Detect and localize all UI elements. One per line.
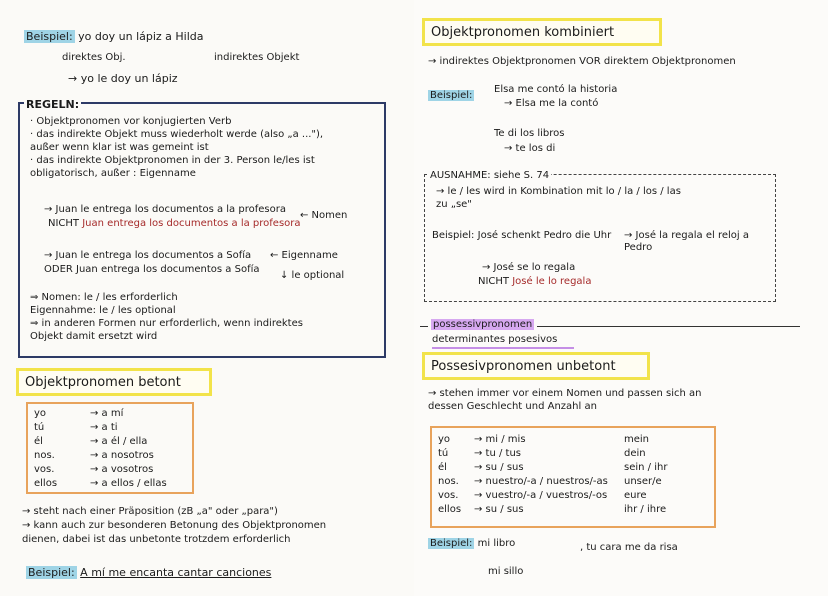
meaning-cell: dein [624,448,646,459]
example-sentence: yo doy un lápiz a Hilda [78,30,204,43]
possessive-title-box [422,352,650,380]
subtitle-underline [432,347,574,349]
possessive-example-3: mi sillo [488,566,524,577]
table-row [438,503,667,517]
combined-title: Objektpronomen kombiniert [431,25,615,40]
possessive-title-text: possessivpronomen [433,319,533,330]
pronoun-cell: vos. [438,490,459,501]
pronoun-cell: tú [34,422,45,433]
section-title-box [16,368,212,396]
note-line: → kann auch zur besonderen Betonung des Objektpronomen [22,520,327,531]
summary-line: ⇒ in anderen Formen nur erforderlich, wenn indirektes [30,318,303,329]
rule-line: außer wenn klar ist was gemeint ist [30,142,209,153]
meaning-cell: eure [624,490,647,501]
example-label: Beispiel: [26,30,73,43]
right-notebook-page [414,0,828,596]
possessive-table [438,433,667,517]
section-title: Objektpronomen betont [25,375,181,390]
nicht-label: NICHT [48,218,80,229]
table-row [34,477,167,491]
meaning-cell: mein [624,434,650,445]
exception-example [432,230,611,242]
exception-line: zu „se" [436,199,472,210]
rule-line: obligatorisch, außer : Eigenname [30,168,196,179]
form-cell: → vuestro/-a / vuestros/-os [474,490,608,501]
pronoun-cell: él [34,436,43,447]
note-line: → steht nach einer Präposition (zB „a" oder „para") [22,506,278,517]
rule-line: · das indirekte Objektpronomen in der 3. Person le/les ist [30,155,315,166]
exception-line: → le / les wird in Kombination mit lo / la / los / las [436,186,681,197]
example-text: mi libro [477,538,516,549]
pronoun-cell: ellos [438,504,462,515]
form-cell: → su / sus [474,462,524,473]
form-cell: → su / sus [474,504,524,515]
table-row [34,421,167,435]
pronoun-cell: yo [34,408,47,419]
wrong-sentence: José le lo regala [512,276,592,287]
possessive-rule-line: dessen Geschlecht und Anzahl an [428,401,597,412]
exception-result: → José se lo regala [482,262,576,273]
rule-line: · Objektpronomen vor konjugierten Verb [30,116,232,127]
example-label: Beispiel: [28,566,75,579]
combined-example-line: Te di los libros [494,128,565,139]
example-result: → yo le doy un lápiz [68,72,178,85]
table-row [34,449,167,463]
wrong-sentence: Juan entrega los documentos a la profesora [82,218,301,229]
example-sentence: José schenkt Pedro die Uhr [477,230,612,241]
possessive-section-title [428,319,537,331]
form-cell: → a él / ella [90,436,148,447]
rule-example-2: → Juan le entrega los documentos a Sofía [44,250,252,261]
example-sentence: A mí me encanta cantar canciones [80,566,272,579]
possessive-example [428,538,515,550]
rule-line: · das indirekte Objekt muss wiederholt werde (also „a ..."), [30,129,324,140]
possessive-unstressed-title: Possesivpronomen unbetont [431,359,616,374]
form-cell: → nuestro/-a / nuestros/-as [474,476,608,487]
summary-line: Eigennahme: le / les optional [30,305,176,316]
rule-example-1: → Juan le entrega los documentos a la profesora [44,204,286,215]
example-label: Beispiel: [430,90,473,101]
pronoun-cell: tú [438,448,449,459]
table-row [34,463,167,477]
pronoun-cell: vos. [34,464,55,475]
summary-line: Objekt damit ersetzt wird [30,331,158,342]
possessive-table-box [430,426,716,528]
table-row [438,461,667,475]
optional-note: ↓ le optional [280,270,345,281]
meaning-cell: unser/e [624,476,662,487]
table-row [34,435,167,449]
meaning-cell: ihr / ihre [624,504,667,515]
pronoun-cell: nos. [438,476,459,487]
combined-example-line: Elsa me contó la historia [494,84,618,95]
form-cell: → mi / mis [474,434,526,445]
nomen-note: ← Nomen [300,210,348,221]
rules-title: REGELN: [26,98,80,111]
pronoun-cell: yo [438,434,451,445]
example-label: Beispiel: [432,230,475,241]
possessive-subtitle: determinantes posesivos [432,334,558,345]
indirect-object-note: indirektes Objekt [214,52,300,63]
pronoun-cell: ellos [34,478,58,489]
rule-example-1-wrong [48,218,301,230]
form-cell: → a vosotros [90,464,154,475]
table-row [438,433,667,447]
example-2 [26,566,271,579]
nicht-label: NICHT [478,276,510,287]
table-row [438,475,667,489]
example-1 [24,30,204,43]
table-row [438,489,667,503]
pronoun-cell: nos. [34,450,55,461]
form-cell: → a mí [90,408,124,419]
form-cell: → tu / tus [474,448,522,459]
meaning-cell: sein / ihr [624,462,668,473]
form-cell: → a nosotros [90,450,154,461]
table-row [438,447,667,461]
summary-line: ⇒ Nomen: le / les erforderlich [30,292,178,303]
combined-rule: → indirektes Objektpronomen VOR direktem Objektpronomen [428,56,736,67]
form-cell: → a ellos / ellas [90,478,167,489]
exception-title: AUSNAHME: siehe S. 74 [430,170,550,181]
exception-wrong [478,276,591,288]
pronoun-cell: él [438,462,447,473]
direct-object-note: direktes Obj. [62,52,126,63]
example-label: Beispiel: [430,538,473,549]
combined-example-line: → Elsa me la contó [504,98,599,109]
combined-title-box [422,18,662,46]
form-cell: → a ti [90,422,118,433]
possessive-example-2: , tu cara me da risa [580,542,678,553]
combined-example-line: → te los di [504,143,556,154]
combined-example-label [428,90,474,102]
table-row [34,407,167,421]
note-line: dienen, dabei ist das unbetonte trotzdem erforderlich [22,534,291,545]
stressed-pronoun-table [34,407,167,491]
eigenname-note: ← Eigenname [270,250,338,261]
stressed-pronoun-table-box [26,402,194,494]
possessive-rule-line: → stehen immer vor einem Nomen und passen sich an [428,388,702,399]
rule-example-2-alt: ODER Juan entrega los documentos a Sofía [44,264,260,275]
exception-example-es: → José la regala el reloj a Pedro [624,230,749,253]
